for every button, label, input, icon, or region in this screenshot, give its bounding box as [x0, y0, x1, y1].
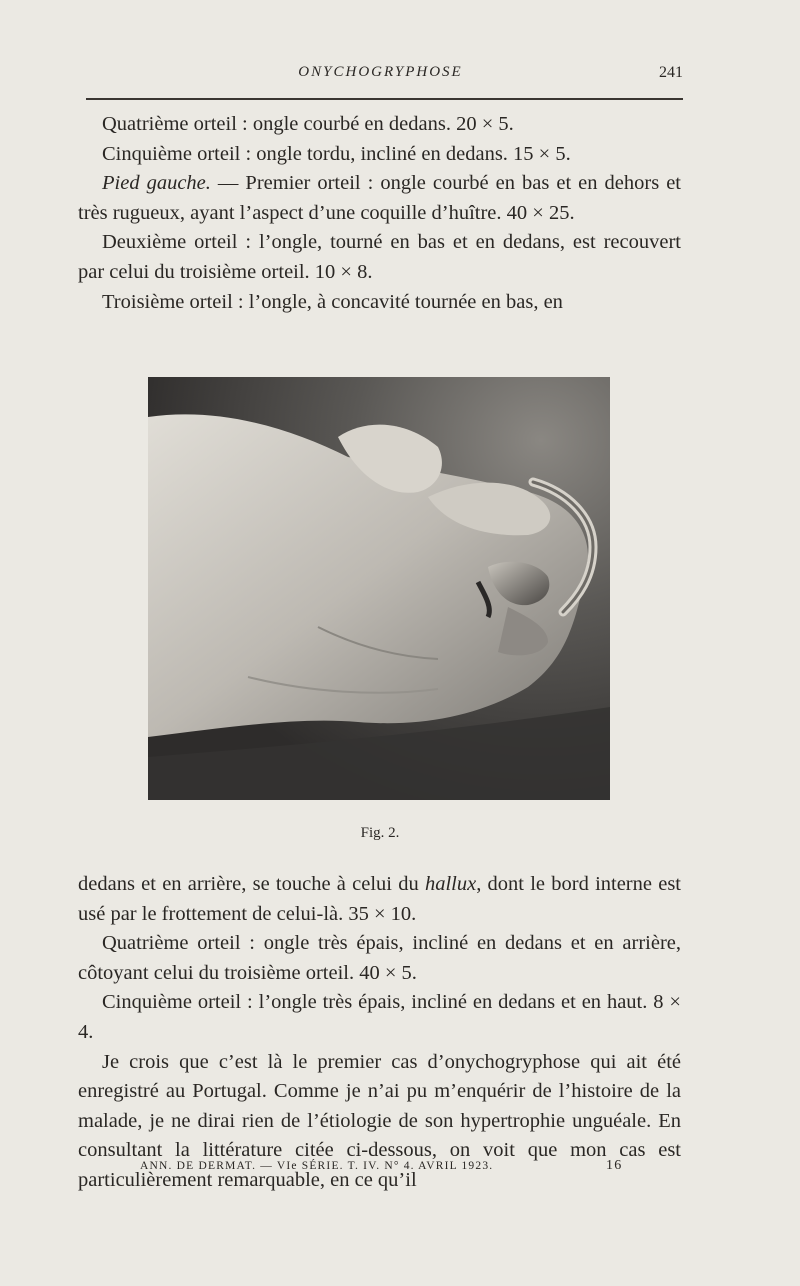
footer: [140, 1158, 640, 1178]
page-number: 241: [659, 64, 683, 81]
running-title: ONYCHOGRYPHOSE: [298, 64, 463, 80]
paragraph-text: dedans et en arrière, se touche à celui du: [78, 873, 425, 895]
header-rule: [86, 98, 683, 100]
paragraph: Cinquième orteil : ongle tordu, incliné en dedans. 15 × 5.: [102, 142, 571, 165]
italic-heading: Pied gauche.: [102, 172, 211, 195]
paragraph: [78, 169, 681, 228]
figure-caption: Fig. 2.: [360, 825, 400, 841]
paragraph-text: , dont le bord interne est usé par le frottement de celui-là. 35 × 10.: [78, 873, 681, 925]
foot-photograph-illustration: [148, 377, 610, 800]
paragraph: [78, 870, 681, 929]
paragraph: Cinquième orteil : l’ongle très épais, incliné en dedans et en haut. 8 × 4.: [78, 991, 681, 1043]
italic-term: hallux: [424, 873, 477, 895]
text-block-top: [78, 110, 681, 317]
text-block-bottom: [78, 870, 681, 1196]
paragraph: Quatrième orteil : ongle très épais, incliné en dedans et en arrière, côtoyant celui du troisième orteil. 40 × 5.: [78, 932, 681, 984]
paragraph: Deuxième orteil : l’ongle, tourné en bas et en dedans, est recouvert par celui du troisième orteil. 10 × 8.: [78, 231, 681, 283]
running-head: [78, 62, 683, 88]
signature-mark: 16: [606, 1158, 623, 1173]
paragraph: Je crois que c’est là le premier cas d’onychogryphose qui ait été enregistré au Portugal. Comme je n’ai pu m’enquérir de l’histoire de la malade, je ne dirai rien de l’étiologie de son hypertrophie unguéale. En consultant la littérature citée ci-dessous, on voit que mon cas est particulièrement remarquable, en ce qu’il: [78, 1050, 681, 1191]
paragraph: Troisième orteil : l’ongle, à concavité tournée en bas, en: [102, 290, 563, 313]
footer-citation: ANN. DE DERMAT. — VIe SÉRIE. T. IV. N° 4. AVRIL 1923.: [140, 1160, 494, 1172]
paragraph: Quatrième orteil : ongle courbé en dedans. 20 × 5.: [102, 113, 514, 135]
paragraph-text: — Premier orteil : ongle courbé en bas et en dehors et très rugueux, ayant l’aspect d’une coquille d’huître. 40 × 25.: [78, 172, 682, 224]
figure-photograph: [148, 377, 610, 800]
